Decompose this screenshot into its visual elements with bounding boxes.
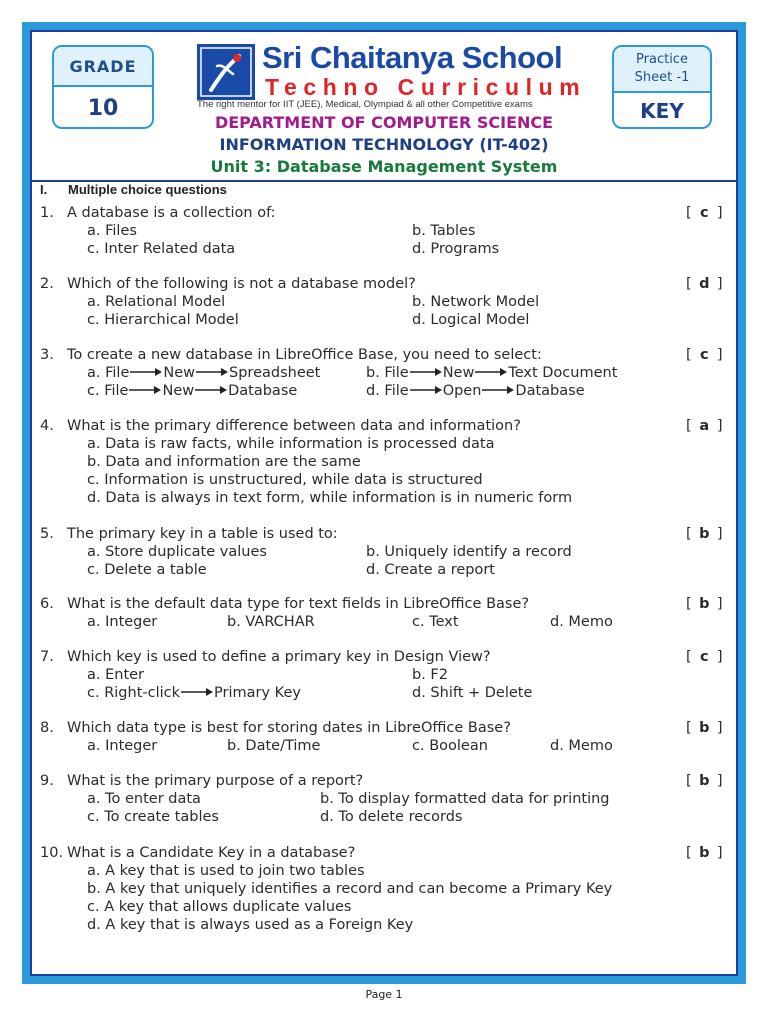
arrow-right-icon [409,367,443,377]
menu-path-part: New [442,365,475,381]
answer-letter: b [699,845,710,861]
menu-path-part: Open [442,383,482,399]
option-d: d. Shift + Delete [412,685,533,701]
question-text: A database is a collection of: [67,205,276,221]
option-a: a. Enter [87,667,145,683]
answer-key: [ c ] [686,205,723,221]
arrow-right-icon [409,385,443,395]
question-number: 2. [40,276,54,292]
option-a: a. To enter data [87,791,201,807]
arrow-right-icon [194,385,228,395]
option-d: d. Data is always in text form, while information is in numeric form [87,490,573,506]
menu-path-part: New [162,383,195,399]
unit-title: Unit 3: Database Management System [210,157,558,176]
question-text: To create a new database in LibreOffice Base, you need to select: [67,347,542,363]
key-label: KEY [640,99,684,123]
answer-letter: c [699,649,709,665]
option-c: c. A key that allows duplicate values [87,899,352,915]
answer-letter: b [699,596,710,612]
page-number: Page 1 [365,988,403,1001]
option-c: c. Boolean [412,738,488,754]
sheet-label: Sheet -1 [634,70,690,85]
option-b: b. Tables [412,223,476,239]
answer-letter: c [699,205,709,221]
option-b: b. Uniquely identify a record [366,544,572,560]
option-d [366,383,585,399]
department-title: DEPARTMENT OF COMPUTER SCIENCE [214,113,554,132]
option-b: b. Data and information are the same [87,454,361,470]
question-number: 3. [40,347,54,363]
answer-letter: b [699,526,710,542]
grade-label: GRADE [54,47,152,87]
option-a: a. Data is raw facts, while information is processed data [87,436,495,452]
school-subtitle: Techno Curriculum [265,74,587,100]
arrow-right-icon [481,385,515,395]
option-a: a. Files [87,223,137,239]
option-c: c. Text [412,614,459,630]
option-d: d. Logical Model [412,312,530,328]
answer-key: [ b ] [686,845,723,861]
option-a: a. Store duplicate values [87,544,267,560]
school-tagline: The right mentor for IIT (JEE), Medical, Olympiad & all other Competitive exams [197,99,533,110]
option-b: b. A key that uniquely identifies a record and can become a Primary Key [87,881,613,897]
answer-key: [ b ] [686,773,723,789]
option-c [87,383,297,399]
question-number: 5. [40,526,54,542]
option-b: b. VARCHAR [227,614,315,630]
question-stem [40,205,276,221]
answer-key: [ b ] [686,526,723,542]
menu-path-part: a. File [87,365,130,381]
practice-label: Practice [636,52,688,67]
question-text: What is the primary difference between data and information? [67,418,521,434]
question-number: 9. [40,773,54,789]
menu-path-part: New [163,365,196,381]
question-text: Which key is used to define a primary key in Design View? [67,649,491,665]
question-text: Which of the following is not a database model? [67,276,416,292]
option-c: c. Inter Related data [87,241,236,257]
question-stem [40,596,529,612]
question-text: The primary key in a table is used to: [67,526,338,542]
question-number: 10. [40,845,64,861]
question-stem [40,276,416,292]
option-a: a. Integer [87,738,158,754]
menu-path-part: b. File [366,365,409,381]
menu-path-part: Primary Key [214,685,301,701]
question-number: 1. [40,205,54,221]
menu-path-part: Text Document [508,365,618,381]
question-number: 7. [40,649,54,665]
option-c: c. To create tables [87,809,219,825]
option-b: b. To display formatted data for printing [320,791,610,807]
option-d: d. Memo [550,738,613,754]
question-number: 8. [40,720,54,736]
option-b: b. Date/Time [227,738,321,754]
option-c [87,685,301,701]
question-stem [40,649,491,665]
question-stem [40,347,542,363]
answer-key: [ c ] [686,347,723,363]
menu-path-part: Database [515,383,585,399]
question-stem [40,418,521,434]
section-heading [40,182,227,197]
question-stem [40,720,511,736]
question-text: What is a Candidate Key in a database? [67,845,356,861]
subject-title: INFORMATION TECHNOLOGY (IT-402) [219,135,549,154]
question-text: Which data type is best for storing dates in LibreOffice Base? [67,720,511,736]
option-a: a. A key that is used to join two tables [87,863,365,879]
answer-key: [ a ] [686,418,723,434]
option-d: d. Memo [550,614,613,630]
answer-key: [ d ] [686,276,723,292]
option-b: b. F2 [412,667,448,683]
answer-key: [ b ] [686,720,723,736]
grade-value: 10 [87,95,119,121]
question-stem [40,526,338,542]
arrow-right-icon [129,367,163,377]
question-stem [40,773,363,789]
answer-letter: d [699,276,710,292]
question-number: 4. [40,418,54,434]
question-text: What is the default data type for text fields in LibreOffice Base? [67,596,530,612]
arrow-right-icon [474,367,508,377]
option-c: c. Information is unstructured, while data is structured [87,472,483,488]
option-a: a. Integer [87,614,158,630]
option-d: d. Create a report [366,562,495,578]
question-number: 6. [40,596,54,612]
arrow-right-icon [195,367,229,377]
option-c: c. Delete a table [87,562,207,578]
option-d: d. Programs [412,241,500,257]
answer-letter: a [699,418,710,434]
option-a: a. Relational Model [87,294,226,310]
question-stem [40,845,355,861]
option-b [366,365,617,381]
menu-path-part: Database [228,383,298,399]
school-name: Sri Chaitanya School [262,40,563,75]
answer-letter: b [699,773,710,789]
option-d: d. To delete records [320,809,463,825]
arrow-right-icon [180,687,214,697]
menu-path-part: c. Right-click [87,685,181,701]
option-d: d. A key that is always used as a Foreign Key [87,917,414,933]
option-c: c. Hierarchical Model [87,312,239,328]
answer-key: [ b ] [686,596,723,612]
answer-letter: c [699,347,709,363]
menu-path-part: Spreadsheet [229,365,321,381]
question-text: What is the primary purpose of a report? [67,773,364,789]
menu-path-part: c. File [87,383,129,399]
option-b: b. Network Model [412,294,540,310]
option-a [87,365,320,381]
school-logo-icon [197,44,255,100]
menu-path-part: d. File [366,383,409,399]
answer-letter: b [699,720,710,736]
answer-key: [ c ] [686,649,723,665]
arrow-right-icon [128,385,162,395]
section-title: Multiple choice questions [68,182,227,197]
section-number: I. [40,182,48,197]
